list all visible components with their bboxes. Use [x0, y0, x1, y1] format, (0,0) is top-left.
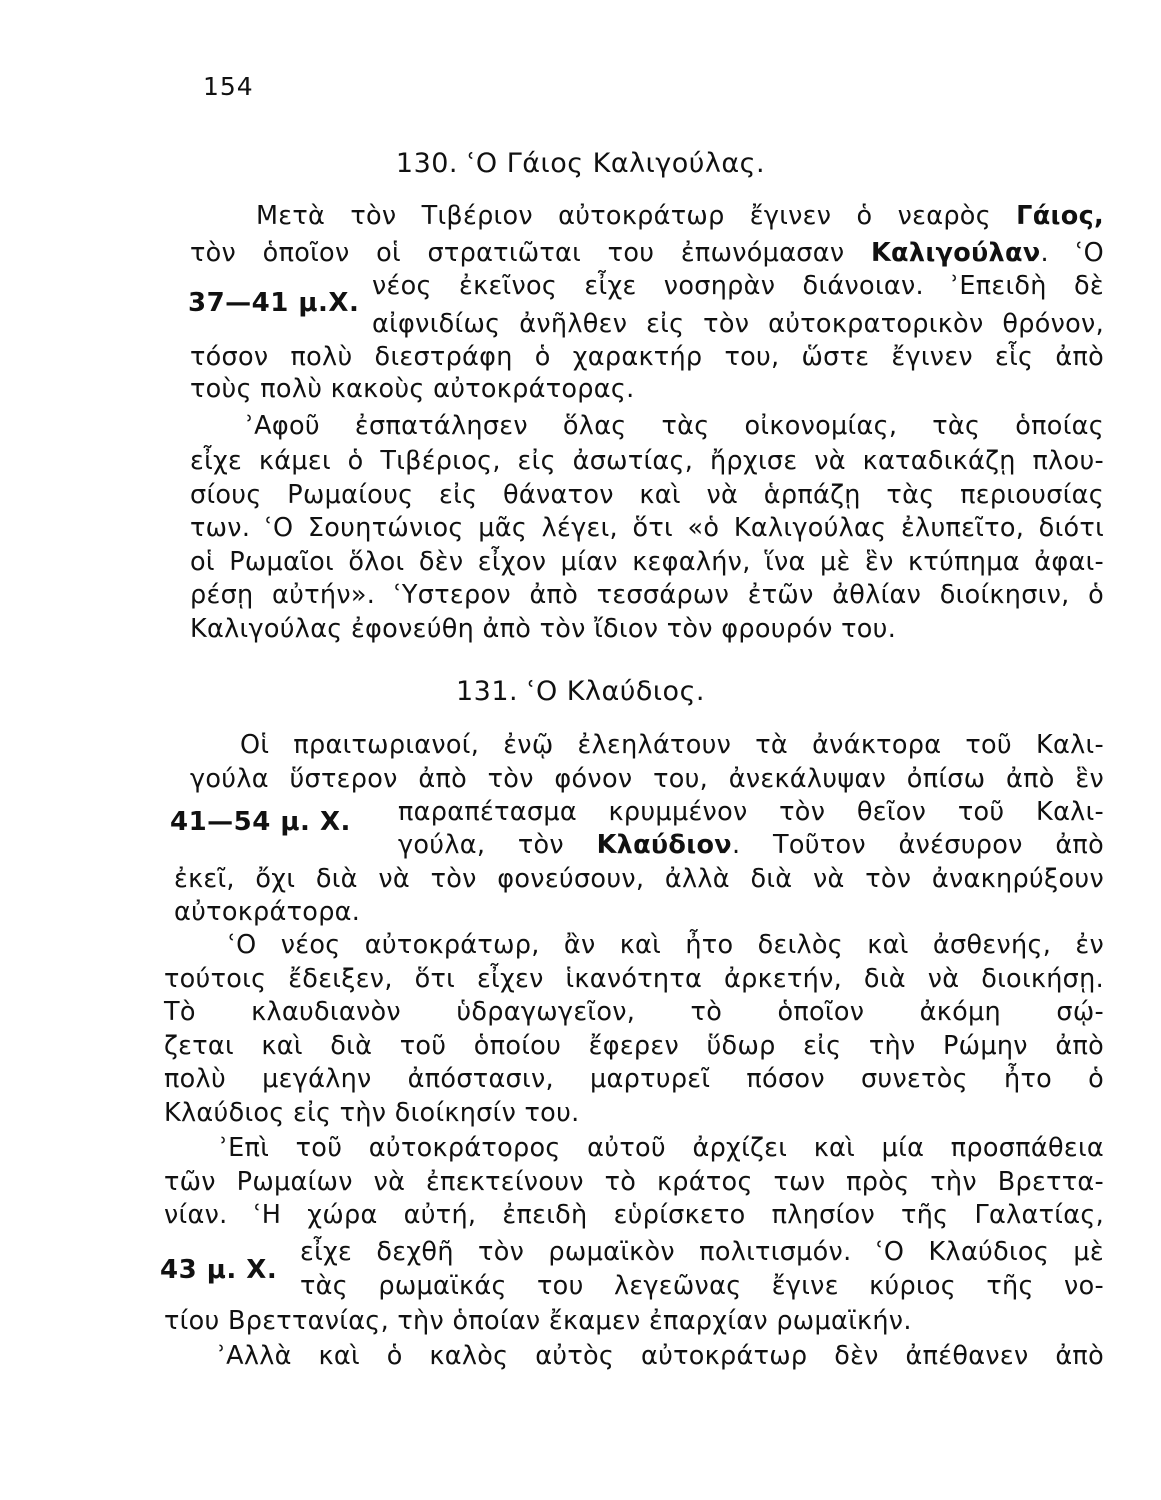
text-line — [246, 410, 1104, 442]
line-text: . Τοῦτον ἀνέσυρον ἀπὸ — [731, 830, 1104, 860]
bold-term: Κλαύδιον — [596, 830, 732, 860]
text-line — [190, 237, 1104, 269]
line-text: τῶν Ρωμαίων νὰ ἐπεκτείνουν τὸ κράτος των πρὸς τὴν Βρεττα- — [164, 1167, 1104, 1197]
line-text: αἰφνιδίως ἀνῆλθεν εἰς τὸν αὐτοκρατορικὸν θρόνον, — [372, 309, 1104, 339]
text-line — [164, 1097, 580, 1129]
line-text: Τὸ κλαυδιανὸν ὑδραγωγεῖον, τὸ ὁποῖον ἀκόμη σῴ- — [164, 997, 1104, 1027]
text-line — [164, 1199, 1104, 1231]
text-line — [164, 1063, 1104, 1095]
text-line — [190, 341, 1104, 373]
line-text: πολὺ μεγάλην ἀπόστασιν, μαρτυρεῖ πόσον συνετὸς ἦτο ὁ — [164, 1064, 1104, 1094]
line-text: ʿΟ νέος αὐτοκράτωρ, ἂν καὶ ἦτο δειλὸς καὶ ἀσθενής, ἐν — [228, 930, 1104, 960]
line-text: τόσον πολὺ διεστράφη ὁ χαρακτήρ του, ὥστε ἔγινεν εἷς ἀπὸ — [190, 342, 1104, 372]
bold-term: Γάιος, — [1016, 201, 1104, 231]
text-line — [190, 579, 1104, 611]
text-line — [220, 1132, 1104, 1164]
line-text: γούλα, τὸν — [398, 830, 597, 860]
line-text: τὸν ὁποῖον οἱ στρατιῶται του ἐπωνόμασαν — [190, 238, 871, 268]
text-line — [300, 1236, 1104, 1268]
line-text: τίου Βρεττανίας, τὴν ὁποίαν ἔκαμεν ἐπαρχίαν ρωμαϊκήν. — [164, 1306, 912, 1336]
text-line — [372, 308, 1104, 340]
line-text: εἶχε δεχθῆ τὸν ρωμαϊκὸν πολιτισμόν. ʿΟ Κλαύδιος μὲ — [300, 1237, 1104, 1267]
margin-date: 37—41 μ.Χ. — [188, 288, 360, 318]
line-text: γούλα ὕστερον ἀπὸ τὸν φόνον του, ἀνεκάλυψαν ὀπίσω ἀπὸ ἓν — [190, 764, 1104, 794]
line-text: εἶχε κάμει ὁ Τιβέριος, εἰς ἀσωτίας, ἤρχισε νὰ καταδικάζῃ πλου- — [190, 446, 1104, 476]
text-line — [190, 613, 896, 645]
text-line — [190, 445, 1104, 477]
section-heading: 131. ʿΟ Κλαύδιος. — [455, 676, 706, 707]
text-line — [218, 1340, 1104, 1372]
text-line — [190, 546, 1104, 578]
text-line — [228, 929, 1104, 961]
line-text: σίους Ρωμαίους εἰς θάνατον καὶ νὰ ἁρπάζῃ τὰς περιουσίας — [190, 480, 1104, 510]
line-text: Κλαύδιος εἰς τὴν διοίκησίν του. — [164, 1098, 580, 1128]
line-text: Καλιγούλας ἐφονεύθη ἀπὸ τὸν ἴδιον τὸν φρουρόν του. — [190, 614, 897, 644]
text-line — [190, 512, 1104, 544]
text-line — [164, 996, 1104, 1028]
line-text: νίαν. ʿΗ χώρα αὐτή, ἐπειδὴ εὑρίσκετο πλησίον τῆς Γαλατίας, — [164, 1200, 1104, 1230]
text-line — [174, 863, 1104, 895]
line-text: ʾΕπὶ τοῦ αὐτοκράτορος αὐτοῦ ἀρχίζει καὶ μία προσπάθεια — [220, 1133, 1104, 1163]
text-line — [240, 729, 1104, 761]
text-line — [256, 200, 1104, 232]
line-text: ἐκεῖ, ὄχι διὰ νὰ τὸν φονεύσουν, ἀλλὰ διὰ νὰ τὸν ἀνακηρύξουν — [174, 864, 1104, 894]
line-text: . ʿΟ — [1040, 238, 1104, 268]
line-text: νέος ἐκεῖνος εἶχε νοσηρὰν διάνοιαν. ʾΕπειδὴ δὲ — [372, 271, 1104, 301]
text-line — [190, 479, 1104, 511]
line-text: Οἱ πραιτωριανοί, ἐνῷ ἐλεηλάτουν τὰ ἀνάκτορα τοῦ Καλι- — [240, 730, 1104, 760]
margin-date: 41—54 μ. Χ. — [170, 807, 351, 837]
line-text: ζεται καὶ διὰ τοῦ ὁποίου ἔφερεν ὕδωρ εἰς τὴν Ρώμην ἀπὸ — [164, 1031, 1104, 1061]
bold-term: Καλιγούλαν — [871, 238, 1041, 268]
line-text: τούτοις ἔδειξεν, ὅτι εἶχεν ἱκανότητα ἀρκετήν, διὰ νὰ διοικήσῃ. — [164, 964, 1104, 994]
text-line — [164, 1305, 912, 1337]
line-text: ρέσῃ αὐτήν». ʿΥστερον ἀπὸ τεσσάρων ἐτῶν ἀθλίαν διοίκησιν, ὁ — [190, 580, 1104, 610]
line-text: τὰς ρωμαϊκάς του λεγεῶνας ἔγινε κύριος τῆς νο- — [300, 1271, 1104, 1301]
line-text: Μετὰ τὸν Τιβέριον αὐτοκράτωρ ἔγινεν ὁ νεαρὸς — [256, 201, 1017, 231]
text-line — [398, 796, 1104, 828]
text-line — [190, 373, 635, 405]
line-text: παραπέτασμα κρυμμένον τὸν θεῖον τοῦ Καλι- — [398, 797, 1104, 827]
text-line — [164, 1030, 1104, 1062]
line-text: αὐτοκράτορα. — [174, 897, 361, 927]
text-line — [174, 896, 360, 928]
text-line — [300, 1270, 1104, 1302]
section-heading: 130. ʿΟ Γάιος Καλιγούλας. — [395, 148, 766, 179]
line-text: των. ʿΟ Σουητώνιος μᾶς λέγει, ὅτι «ὁ Καλιγούλας ἐλυπεῖτο, διότι — [190, 513, 1104, 543]
text-line — [190, 763, 1104, 795]
margin-date: 43 μ. Χ. — [160, 1255, 278, 1285]
line-text: οἱ Ρωμαῖοι ὅλοι δὲν εἶχον μίαν κεφαλήν, ἵνα μὲ ἓν κτύπημα ἀφαι- — [190, 547, 1104, 577]
line-text: ʾΑφοῦ ἐσπατάλησεν ὅλας τὰς οἰκονομίας, τὰς ὁποίας — [246, 411, 1104, 441]
text-line — [164, 963, 1104, 995]
line-text: ʾΑλλὰ καὶ ὁ καλὸς αὐτὸς αὐτοκράτωρ δὲν ἀπέθανεν ἀπὸ — [218, 1341, 1104, 1371]
text-line — [398, 829, 1104, 861]
text-line — [372, 270, 1104, 302]
text-line — [164, 1166, 1104, 1198]
line-text: τοὺς πολὺ κακοὺς αὐτοκράτορας. — [190, 374, 635, 404]
page-number: 154 — [203, 72, 254, 101]
